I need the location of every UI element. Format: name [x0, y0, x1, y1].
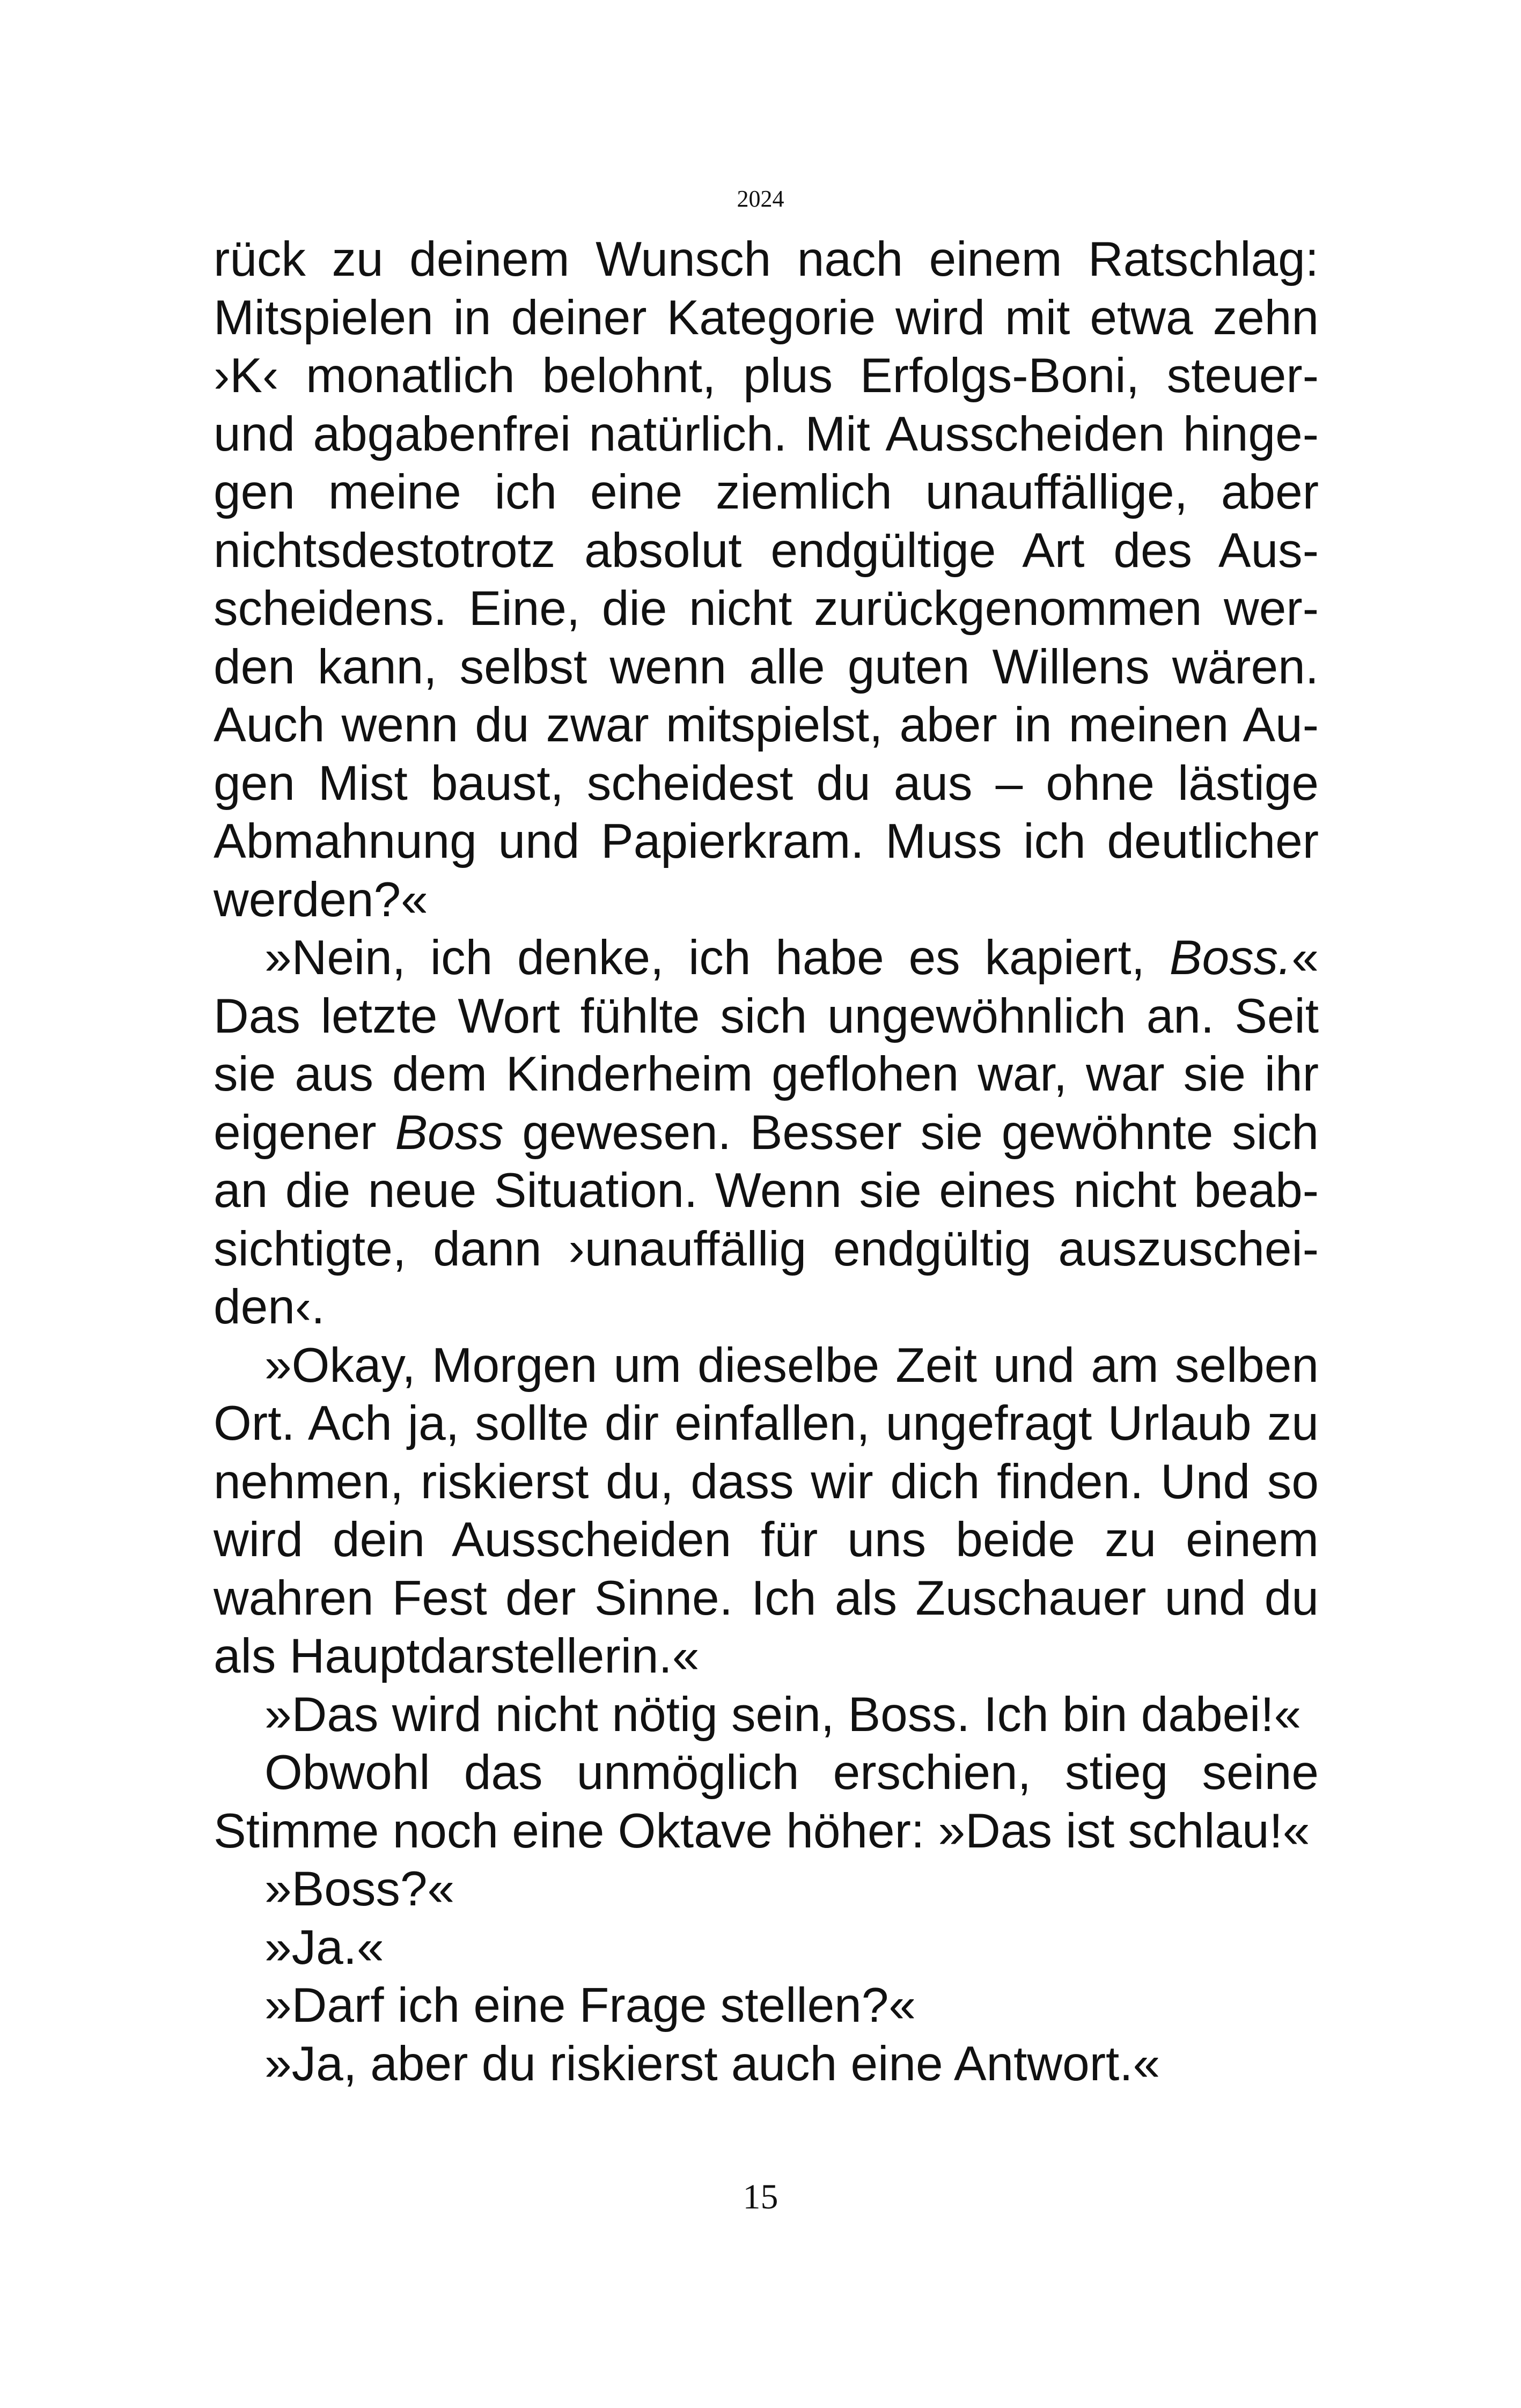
paragraph-6: »Boss?« — [264, 1862, 455, 1916]
paragraph-4: »Das wird nicht nötig sein, Boss. Ich bin dabei!« — [264, 1687, 1302, 1742]
paragraph-2 — [214, 929, 1319, 1337]
running-head: 2024 — [737, 186, 784, 212]
paragraph-2-italic-boss: Boss. — [1169, 931, 1292, 985]
paragraph-9: »Ja, aber du riskierst auch eine Antwort.« — [264, 2036, 1160, 2091]
paragraph-2-text-before: »Nein, ich denke, ich habe es kapiert, — [264, 931, 1170, 985]
paragraph-3: »Okay, Morgen um dieselbe Zeit und am selben Ort. Ach ja, sollte dir einfallen, ungefragt Urlaub zu nehmen, riskierst du, dass wir dich finden. Und so wird dein Ausscheiden für uns beide zu einem wahren Fest der Sinne. Ich als Zuschauer und du als Hauptdarstellerin.« — [214, 1338, 1319, 1683]
paragraph-8: »Darf ich eine Frage stellen?« — [264, 1978, 916, 2033]
paragraph-2-italic-boss-2: Boss — [395, 1105, 504, 1160]
page-number: 15 — [743, 2177, 778, 2216]
paragraph-5: Obwohl das unmöglich erschien, stieg seine Stimme noch eine Oktave höher: »Das ist schlau!« — [214, 1746, 1319, 1858]
paragraph-1: rück zu deinem Wunsch nach einem Ratschlag: Mitspielen in deiner Kategorie wird mit etwa zehn ›K‹ monatlich belohnt, plus Erfolgs-Boni, steuer- und abgabenfrei natürlich. Mit Ausscheiden hingegen meine ich eine ziemlich unauffällige, aber nichtsdestotrotz absolut endgültige Art des Ausscheidens. Eine, die nicht zurückgenommen werden kann, selbst wenn alle guten Willens wären. Auch wenn du zwar mitspielst, aber in meinen Augen Mist baust, scheidest du aus – ohne lästige Abmahnung und Papierkram. Muss ich deutlicher werden?« — [214, 232, 1319, 927]
paragraph-7: »Ja.« — [264, 1920, 384, 1975]
paragraph-2-text-middle: « Das letzte Wort fühlte sich ungewöhnlich an. Seit sie aus dem Kinderheim geflohen war, war sie ihr eigener — [214, 931, 1319, 1160]
paragraph-2-text-after: gewesen. Besser sie gewöhnte sich an die neue Situation. Wenn sie eines nicht beabsichtigte, dann ›unauffällig endgültig auszuscheiden‹. — [214, 1105, 1319, 1334]
body-text — [214, 231, 1319, 2093]
